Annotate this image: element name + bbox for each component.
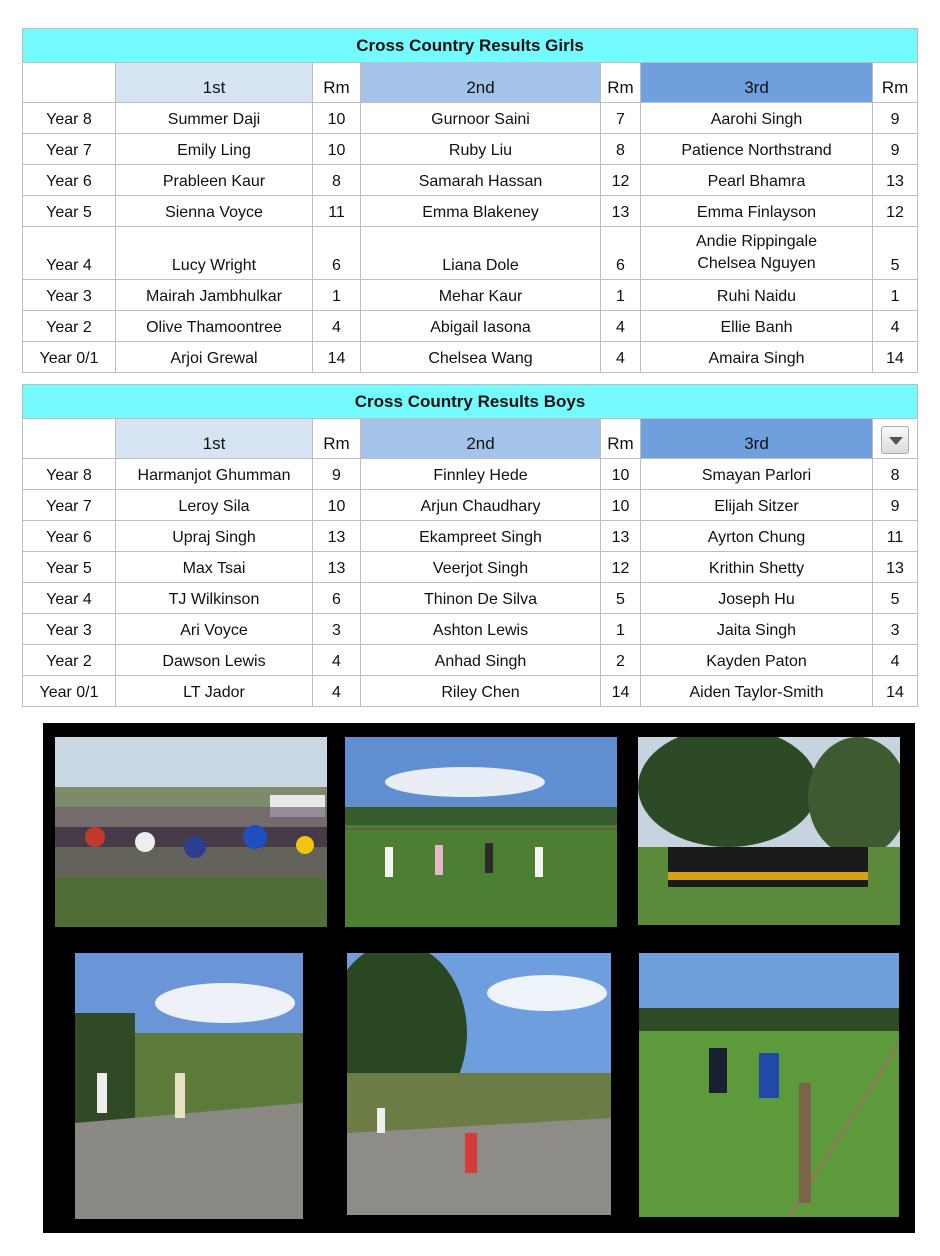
second-place-cell: Liana Dole (361, 227, 601, 280)
third-room-cell: 11 (873, 521, 918, 552)
second-room-cell: 8 (601, 134, 641, 165)
second-place-cell: Veerjot Singh (361, 552, 601, 583)
third-place-cell: Emma Finlayson (641, 196, 873, 227)
first-place-cell: Arjoi Grewal (116, 342, 313, 373)
first-room-cell: 9 (313, 459, 361, 490)
first-place-cell: TJ Wilkinson (116, 583, 313, 614)
third-place-cell: Ruhi Naidu (641, 280, 873, 311)
third-room-cell: 4 (873, 645, 918, 676)
first-room-cell: 4 (313, 645, 361, 676)
second-room-cell: 13 (601, 521, 641, 552)
header-1st: 1st (116, 63, 313, 103)
table-row (23, 134, 918, 165)
photo-hedge-path (347, 953, 611, 1215)
second-place-cell: Gurnoor Saini (361, 103, 601, 134)
year-cell: Year 5 (23, 196, 116, 227)
table-row (23, 552, 918, 583)
third-room-cell: 9 (873, 490, 918, 521)
third-place-cell: Elijah Sitzer (641, 490, 873, 521)
first-room-cell: 4 (313, 676, 361, 707)
first-place-cell: Mairah Jambhulkar (116, 280, 313, 311)
first-place-cell: Sienna Voyce (116, 196, 313, 227)
boys-header-row (23, 419, 918, 459)
table-row (23, 103, 918, 134)
third-place-cell: Kayden Paton (641, 645, 873, 676)
third-place-cell: Patience Northstrand (641, 134, 873, 165)
header-filter-cell (873, 419, 918, 459)
year-cell: Year 2 (23, 311, 116, 342)
first-place-cell: Olive Thamoontree (116, 311, 313, 342)
second-room-cell: 5 (601, 583, 641, 614)
first-place-cell: Upraj Singh (116, 521, 313, 552)
third-place-cell: Joseph Hu (641, 583, 873, 614)
year-cell: Year 4 (23, 583, 116, 614)
third-room-cell: 4 (873, 311, 918, 342)
second-room-cell: 10 (601, 490, 641, 521)
first-room-cell: 4 (313, 311, 361, 342)
first-place-cell: Max Tsai (116, 552, 313, 583)
first-place-cell: Lucy Wright (116, 227, 313, 280)
year-cell: Year 3 (23, 280, 116, 311)
third-room-cell: 13 (873, 165, 918, 196)
second-room-cell: 4 (601, 311, 641, 342)
second-room-cell: 14 (601, 676, 641, 707)
header-2nd: 2nd (361, 419, 601, 459)
table-row (23, 583, 918, 614)
table-row (23, 227, 918, 280)
header-rm: Rm (873, 63, 918, 103)
first-room-cell: 10 (313, 103, 361, 134)
second-place-cell: Emma Blakeney (361, 196, 601, 227)
third-room-cell: 1 (873, 280, 918, 311)
year-cell: Year 2 (23, 645, 116, 676)
second-room-cell: 13 (601, 196, 641, 227)
year-cell: Year 5 (23, 552, 116, 583)
year-cell: Year 4 (23, 227, 116, 280)
first-room-cell: 14 (313, 342, 361, 373)
first-place-cell: Summer Daji (116, 103, 313, 134)
chevron-down-icon[interactable] (881, 426, 909, 454)
second-room-cell: 7 (601, 103, 641, 134)
header-rm: Rm (601, 63, 641, 103)
table-row (23, 342, 918, 373)
third-place-cell: Krithin Shetty (641, 552, 873, 583)
third-place-cell: Aarohi Singh (641, 103, 873, 134)
year-cell: Year 3 (23, 614, 116, 645)
photo-path-runners (75, 953, 303, 1219)
third-room-cell: 12 (873, 196, 918, 227)
first-room-cell: 6 (313, 227, 361, 280)
first-room-cell: 11 (313, 196, 361, 227)
first-room-cell: 10 (313, 134, 361, 165)
first-place-cell: Prableen Kaur (116, 165, 313, 196)
photo-collage (43, 723, 915, 1233)
third-place-cell: Smayan Parlori (641, 459, 873, 490)
first-room-cell: 10 (313, 490, 361, 521)
second-room-cell: 2 (601, 645, 641, 676)
second-room-cell: 4 (601, 342, 641, 373)
table-row (23, 490, 918, 521)
table-row (23, 311, 918, 342)
first-place-cell: Dawson Lewis (116, 645, 313, 676)
year-cell: Year 0/1 (23, 676, 116, 707)
second-place-cell: Finnley Hede (361, 459, 601, 490)
header-blank (23, 419, 116, 459)
first-place-cell: LT Jador (116, 676, 313, 707)
third-place-cell: Ellie Banh (641, 311, 873, 342)
first-room-cell: 6 (313, 583, 361, 614)
third-room-cell: 14 (873, 342, 918, 373)
year-cell: Year 8 (23, 459, 116, 490)
third-room-cell: 9 (873, 103, 918, 134)
header-rm: Rm (313, 63, 361, 103)
table-row (23, 196, 918, 227)
first-room-cell: 13 (313, 552, 361, 583)
photo-girls-running (345, 737, 617, 927)
second-room-cell: 1 (601, 614, 641, 645)
second-place-cell: Arjun Chaudhary (361, 490, 601, 521)
header-1st: 1st (116, 419, 313, 459)
photo-crowd-students (55, 737, 327, 927)
second-place-cell: Ekampreet Singh (361, 521, 601, 552)
first-place-cell: Leroy Sila (116, 490, 313, 521)
first-place-cell: Emily Ling (116, 134, 313, 165)
second-place-cell: Thinon De Silva (361, 583, 601, 614)
header-rm: Rm (601, 419, 641, 459)
third-place-cell: Amaira Singh (641, 342, 873, 373)
header-blank (23, 63, 116, 103)
third-room-cell: 5 (873, 227, 918, 280)
girls-header-row (23, 63, 918, 103)
first-place-cell: Harmanjot Ghumman (116, 459, 313, 490)
table-row (23, 614, 918, 645)
second-place-cell: Riley Chen (361, 676, 601, 707)
third-place-cell: Ayrton Chung (641, 521, 873, 552)
third-room-cell: 13 (873, 552, 918, 583)
table-row (23, 676, 918, 707)
second-place-cell: Abigail Iasona (361, 311, 601, 342)
table-row (23, 459, 918, 490)
table-row (23, 280, 918, 311)
header-3rd: 3rd (641, 63, 873, 103)
first-room-cell: 8 (313, 165, 361, 196)
year-cell: Year 6 (23, 165, 116, 196)
table-row (23, 645, 918, 676)
first-place-cell: Ari Voyce (116, 614, 313, 645)
boys-results-table (22, 384, 918, 707)
second-room-cell: 1 (601, 280, 641, 311)
third-place-cell: Jaita Singh (641, 614, 873, 645)
second-place-cell: Anhad Singh (361, 645, 601, 676)
header-rm: Rm (313, 419, 361, 459)
third-room-cell: 3 (873, 614, 918, 645)
boys-table-title: Cross Country Results Boys (23, 385, 918, 419)
second-place-cell: Chelsea Wang (361, 342, 601, 373)
header-2nd: 2nd (361, 63, 601, 103)
year-cell: Year 8 (23, 103, 116, 134)
first-room-cell: 13 (313, 521, 361, 552)
first-room-cell: 3 (313, 614, 361, 645)
year-cell: Year 6 (23, 521, 116, 552)
photo-boys-group (638, 737, 900, 925)
header-3rd: 3rd (641, 419, 873, 459)
year-cell: Year 0/1 (23, 342, 116, 373)
girls-results-table (22, 28, 918, 373)
year-cell: Year 7 (23, 134, 116, 165)
second-room-cell: 10 (601, 459, 641, 490)
second-room-cell: 6 (601, 227, 641, 280)
second-place-cell: Ashton Lewis (361, 614, 601, 645)
year-cell: Year 7 (23, 490, 116, 521)
third-place-cell: Aiden Taylor-Smith (641, 676, 873, 707)
second-room-cell: 12 (601, 165, 641, 196)
first-room-cell: 1 (313, 280, 361, 311)
third-room-cell: 8 (873, 459, 918, 490)
second-place-cell: Mehar Kaur (361, 280, 601, 311)
second-place-cell: Ruby Liu (361, 134, 601, 165)
photo-field-fence (639, 953, 899, 1217)
girls-table-title: Cross Country Results Girls (23, 29, 918, 63)
third-place-cell: Andie Rippingale Chelsea Nguyen (641, 227, 873, 280)
table-row (23, 165, 918, 196)
second-room-cell: 12 (601, 552, 641, 583)
second-place-cell: Samarah Hassan (361, 165, 601, 196)
table-row (23, 521, 918, 552)
third-room-cell: 14 (873, 676, 918, 707)
third-place-cell: Pearl Bhamra (641, 165, 873, 196)
third-room-cell: 9 (873, 134, 918, 165)
third-room-cell: 5 (873, 583, 918, 614)
